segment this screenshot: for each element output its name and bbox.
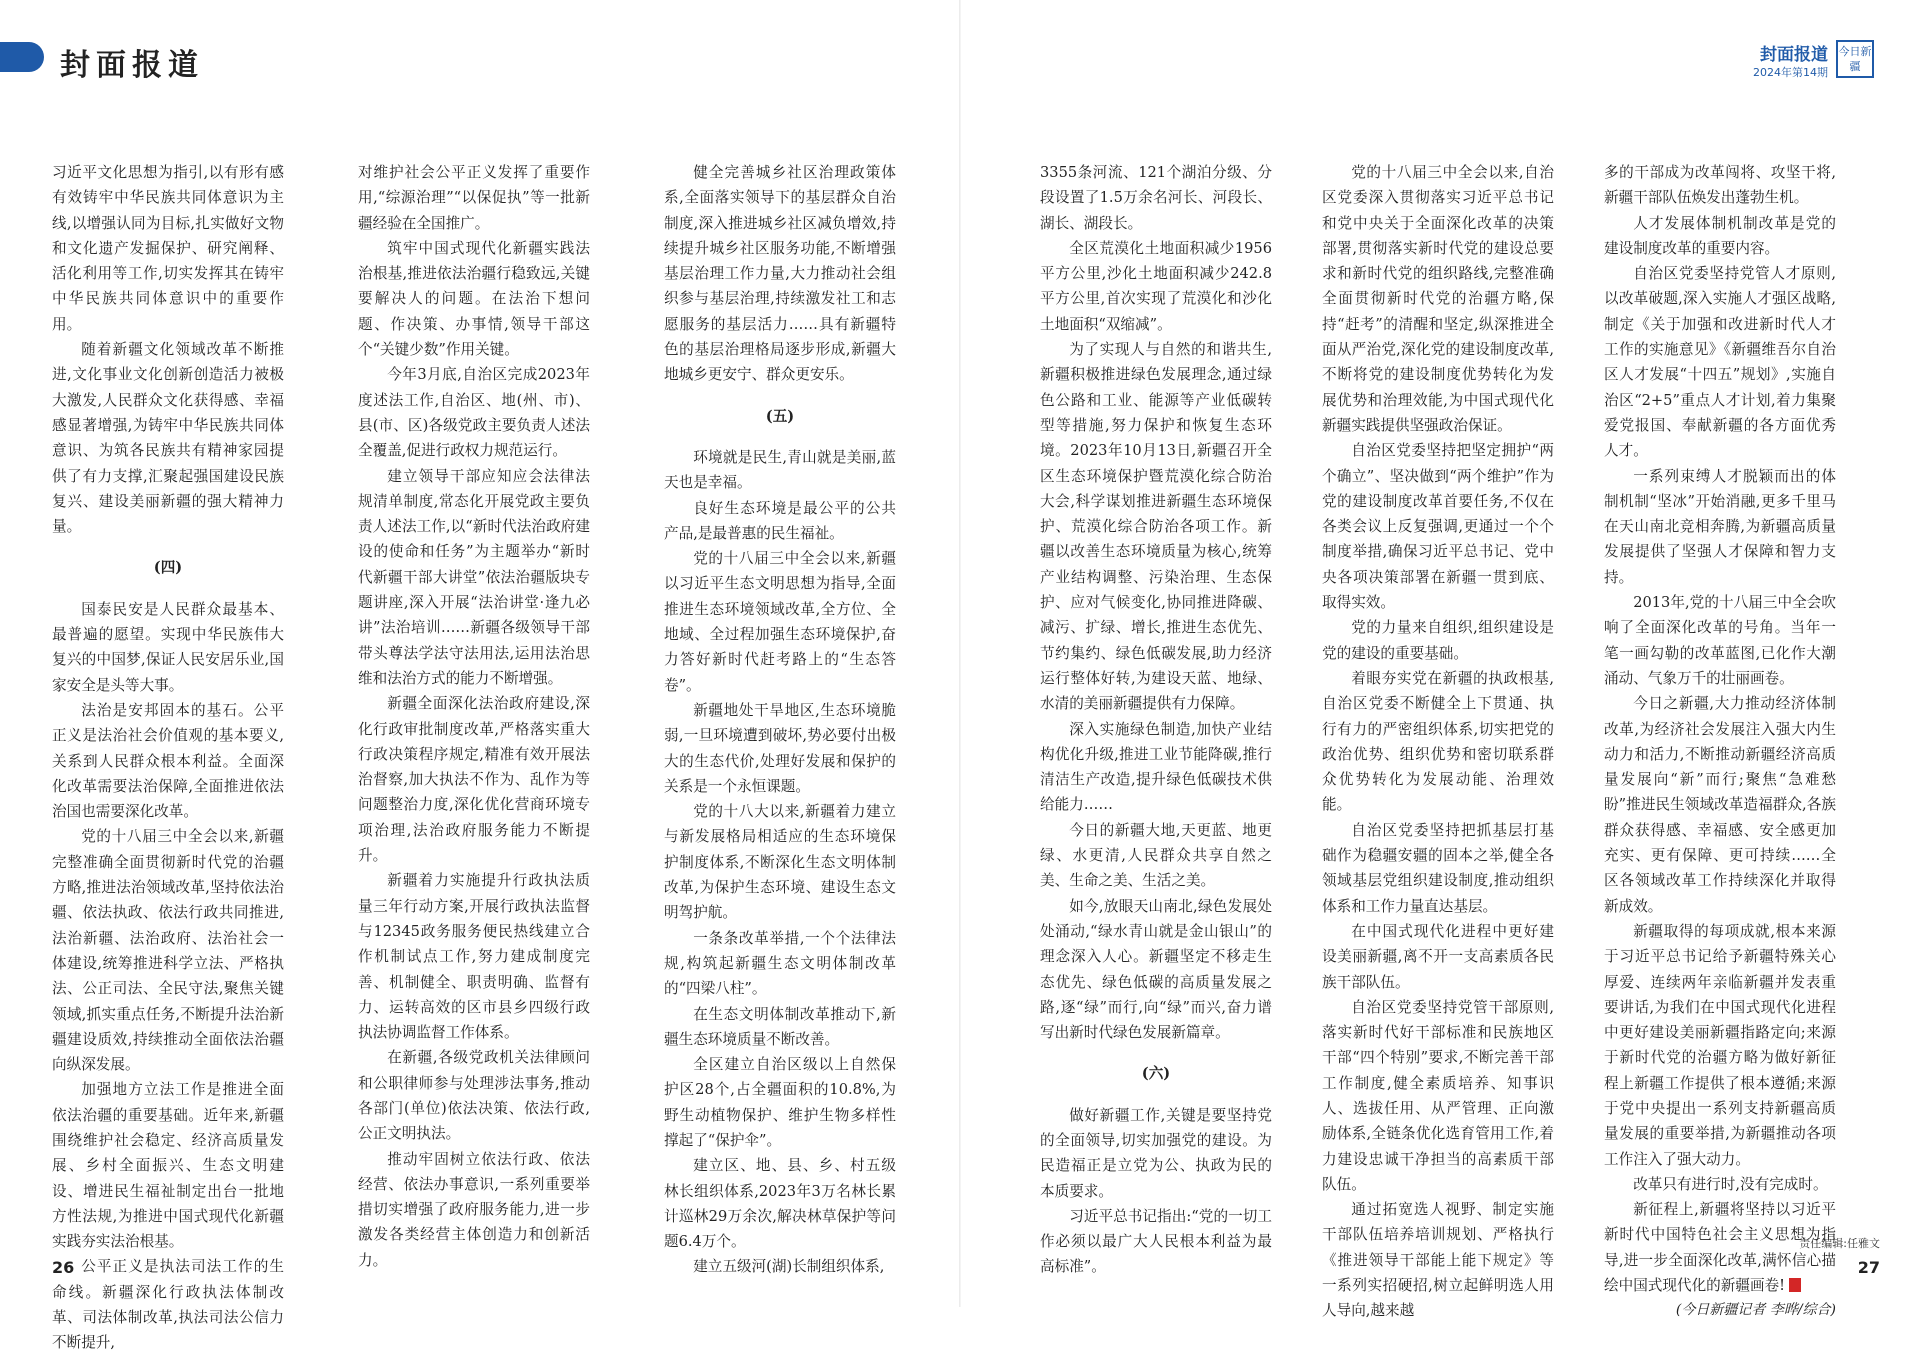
- issue-number: 2024年第14期: [1753, 66, 1828, 79]
- header-right: [1720, 38, 1880, 82]
- paragraph: 建立领导干部应知应会法律法规清单制度,常态化开展党政主要负责人述法工作,以“新时代法治政府建设的使命和任务”为主题举办“新时代新疆干部大讲堂”依法治疆版块专题讲座,深入开展“法治讲堂·逢九必讲”法治培训……新疆各级领导干部带头尊法学法守法用法,运用法治思维和法治方式的能力不断增强。: [358, 467, 590, 687]
- paragraph: 人才发展体制机制改革是党的建设制度改革的重要内容。: [1604, 214, 1836, 257]
- paragraph: 改革只有进行时,没有完成时。: [1633, 1175, 1828, 1193]
- paragraph: 新疆取得的每项成就,根本来源于习近平总书记给予新疆特殊关心厚爱、连续两年亲临新疆并发表重要讲话,为我们在中国式现代化进程中更好建设美丽新疆指路定向;来源于新时代党的治疆方略为做好新征程上新疆工作提供了根本遵循;来源于党中央提出一系列支持新疆高质量发展的重要举措,为新疆推动各项工作注入了强大动力。: [1604, 922, 1836, 1168]
- paragraph: 全区建立自治区级以上自然保护区28个,占全疆面积的10.8%,为野生动植物保护、维护生物多样性撑起了“保护伞”。: [664, 1056, 896, 1149]
- paragraph: 在生态文明体制改革推动下,新疆生态环境质量不断改善。: [664, 1005, 896, 1048]
- paragraph: 党的十八大以来,新疆着力建立与新发展格局相适应的生态环境保护制度体系,不断深化生态文明体制改革,为保护生态环境、建设生态文明驾护航。: [664, 803, 896, 922]
- article-column-6: [1604, 160, 1836, 1324]
- paragraph: 健全完善城乡社区治理政策体系,全面落实领导下的基层群众自治制度,深入推进城乡社区减负增效,持续提升城乡社区服务功能,不断增强基层治理工作力量,大力推动社会组织参与基层治理,持续激发社工和志愿服务的基层活力……具有新疆特色的基层治理格局逐步形成,新疆大地城乡更安宁、群众更安乐。: [664, 164, 896, 384]
- article-column-1: [52, 160, 284, 1356]
- section-heading: (六): [1141, 1065, 1171, 1083]
- paragraph: 为了实现人与自然的和谐共生,新疆积极推进绿色发展理念,通过绿色公路和工业、能源等产业低碳转型等措施,努力保护和恢复生态环境。2023年10月13日,新疆召开全区生态环境保护暨荒漠化综合防治大会,科学谋划推进新疆生态环境保护、荒漠化综合防治各项工作。新疆以改善生态环境质量为核心,统筹产业结构调整、污染治理、生态保护、应对气候变化,协同推进降碳、减污、扩绿、增长,推进生态优先、节约集约、绿色低碳发展,助力经济运行整体好转,为建设天蓝、地绿、水清的美丽新疆提供有力保障。: [1040, 341, 1272, 713]
- paragraph: 自治区党委坚持党管人才原则,以改革破题,深入实施人才强区战略,制定《关于加强和改进新时代人才工作的实施意见》《新疆维吾尔自治区人才发展“十四五”规划》,实施自治区“2+5”重点人才计划,着力集聚爱党报国、奉献新疆的各方面优秀人才。: [1604, 265, 1836, 460]
- page-left: [0, 0, 960, 1352]
- article-column-4: [1040, 160, 1272, 1280]
- paragraph: 自治区党委坚持党管干部原则,落实新时代好干部标准和民族地区干部“四个特别”要求,不断完善干部工作制度,健全素质培养、知事识人、选拔任用、从严管理、正向激励体系,全链条优化选育管用工作,着力建设忠诚干净担当的高素质干部队伍。: [1322, 998, 1554, 1193]
- article-column-2: [358, 160, 590, 1273]
- paragraph: 新疆全面深化法治政府建设,深化行政审批制度改革,严格落实重大行政决策程序规定,精准有效开展法治督察,加大执法不作为、乱作为等问题整治力度,深化优化营商环境专项治理,法治政府服务能力不断提升。: [358, 695, 590, 865]
- paragraph: 自治区党委坚持把坚定拥护“两个确立”、坚决做到“两个维护”作为党的建设制度改革首要任务,不仅在各类会议上反复强调,更通过一个个制度举措,确保习近平总书记、党中央各项决策部署在新疆一贯到底、取得实效。: [1322, 442, 1554, 612]
- paragraph: 推动牢固树立依法行政、依法经营、依法办事意识,一系列重要举措切实增强了政府服务能力,进一步激发各类经营主体创造力和创新活力。: [358, 1150, 590, 1269]
- paragraph: 法治是安邦固本的基石。公平正义是法治社会价值观的基本要义,关系到人民群众根本利益。全面深化改革需要法治保障,全面推进依法治国也需要深化改革。: [52, 701, 284, 821]
- paragraph: 习近平总书记指出:“党的一切工作必须以最广大人民根本利益为最高标准”。: [1040, 1207, 1272, 1276]
- magazine-logo: 今日新疆: [1836, 40, 1874, 78]
- paragraph: 筑牢中国式现代化新疆实践法治根基,推进依法治疆行稳致远,关键要解决人的问题。在法治下想问题、作决策、办事情,领导干部这个“关键少数”作用关键。: [358, 239, 590, 359]
- paragraph: 在新疆,各级党政机关法律顾问和公职律师参与处理涉法事务,推动各部门(单位)依法决策、依法行政,公正文明执法。: [358, 1049, 590, 1143]
- paragraph: 自治区党委坚持把抓基层打基础作为稳疆安疆的固本之举,健全各领域基层党组织建设制度,推动组织体系和工作力量直达基层。: [1322, 821, 1554, 915]
- page-number: 27: [1857, 1258, 1880, 1277]
- section-tab-marker: [0, 42, 44, 72]
- paragraph: 加强地方立法工作是推进全面依法治疆的重要基础。近年来,新疆围绕维护社会稳定、经济高质量发展、乡村全面振兴、生态文明建设、增进民生福祉制定出台一批地方性法规,为推进中国式现代化新疆实践夯实法治根基。: [52, 1081, 284, 1251]
- paragraph: 良好生态环境是最公平的公共产品,是最普惠的民生福祉。: [664, 499, 896, 542]
- paragraph: 党的十八届三中全会以来,自治区党委深入贯彻落实习近平总书记和党中央关于全面深化改革的决策部署,贯彻落实新时代党的建设总要求和新时代党的组织路线,完整准确全面贯彻新时代党的治疆方略,保持“赶考”的清醒和坚定,纵深推进全面从严治党,深化党的建设制度改革,不断将党的建设制度优势转化为发展优势和治理效能,为中国式现代化新疆实践提供坚强政治保证。: [1322, 164, 1554, 434]
- paragraph: 如今,放眼天山南北,绿色发展处处涌动,“绿水青山就是金山银山”的理念深入人心。新疆坚定不移走生态优先、绿色低碳的高质量发展之路,逐“绿”而行,向“绿”而兴,奋力谱写出新时代绿色发展新篇章。: [1040, 897, 1272, 1042]
- article-column-3: [664, 160, 896, 1280]
- paragraph: 一条条改革举措,一个个法律法规,构筑起新疆生态文明体制改革的“四梁八柱”。: [664, 929, 896, 998]
- paragraph: 对维护社会公平正义发挥了重要作用,“综源治理”“以保促执”等一批新疆经验在全国推广。: [358, 164, 590, 232]
- paragraph: 环境就是民生,青山就是美丽,蓝天也是幸福。: [664, 448, 896, 492]
- paragraph: 国泰民安是人民群众最基本、最普遍的愿望。实现中华民族伟大复兴的中国梦,保证人民安居乐业,国家安全是头等大事。: [52, 600, 284, 694]
- paragraph: 通过拓宽选人视野、制定实施干部队伍培养培训规划、严格执行《推进领导干部能上能下规定》等一系列实招硬招,树立起鲜明选人用人导向,越来越: [1322, 1201, 1554, 1320]
- paragraph: 党的十八届三中全会以来,新疆以习近平生态文明思想为指导,全面推进生态环境领域改革,全方位、全地域、全过程加强生态环境保护,奋力答好新时代赶考路上的“生态答卷”。: [664, 550, 896, 694]
- paragraph: 公平正义是执法司法工作的生命线。新疆深化行政执法体制改革、司法体制改革,执法司法公信力不断提升,: [52, 1258, 284, 1352]
- paragraph: 做好新疆工作,关键是要坚持党的全面领导,切实加强党的建设。为民造福正是立党为公、执政为民的本质要求。: [1040, 1106, 1272, 1200]
- byline: (今日新疆记者 李晔/综合): [1675, 1302, 1836, 1319]
- paragraph: 党的力量来自组织,组织建设是党的建设的重要基础。: [1322, 619, 1554, 662]
- paragraph: 全区荒漠化土地面积减少1956平方公里,沙化土地面积减少242.8平方公里,首次实现了荒漠化和沙化土地面积“双缩减”。: [1040, 239, 1272, 333]
- paragraph: 深入实施绿色制造,加快产业结构优化升级,推进工业节能降碳,推行清洁生产改造,提升绿色低碳技术供给能力……: [1040, 720, 1272, 814]
- article-column-5: [1322, 160, 1554, 1324]
- paragraph: 多的干部成为改革闯将、攻坚干将,新疆干部队伍焕发出蓬勃生机。: [1604, 164, 1836, 207]
- paragraph: 党的十八届三中全会以来,新疆完整准确全面贯彻新时代党的治疆方略,推进法治领域改革,坚持依法治疆、依法执政、依法行政共同推进,法治新疆、法治政府、法治社会一体建设,统筹推进科学立法、严格执法、公正司法、全民守法,聚焦关键领域,抓实重点任务,不断提升法治新疆建设质效,持续推动全面依法治疆向纵深发展。: [52, 828, 284, 1074]
- paragraph: 新疆地处干旱地区,生态环境脆弱,一旦环境遭到破坏,势必要付出极大的生态代价,处理好发展和保护的关系是一个永恒课题。: [664, 701, 896, 795]
- paragraph: 随着新疆文化领域改革不断推进,文化事业文化创新创造活力被极大激发,人民群众文化获得感、幸福感显著增强,为铸牢中华民族共同体意识、为筑各民族共有精神家园提供了有力支撑,汇聚起强国建设民族复兴、建设美丽新疆的强大精神力量。: [52, 341, 284, 536]
- paragraph: 着眼夯实党在新疆的执政根基,自治区党委不断健全上下贯通、执行有力的严密组织体系,切实把党的政治优势、组织优势和密切联系群众优势转化为发展动能、治理效能。: [1322, 669, 1554, 814]
- paragraph: 今日的新疆大地,天更蓝、地更绿、水更清,人民群众共享自然之美、生命之美、生活之美。: [1040, 821, 1272, 890]
- paragraph: 新疆着力实施提升行政执法质量三年行动方案,开展行政执法监督与12345政务服务便民热线建立合作机制试点工作,努力建成制度完善、机制健全、职责明确、监督有力、运转高效的区市县乡四级行政执法协调监督工作体系。: [358, 872, 590, 1042]
- end-mark-icon: [1789, 1278, 1801, 1292]
- paragraph-final-text: 新征程上,新疆将坚持以习近平新时代中国特色社会主义思想为指导,进一步全面深化改革,满怀信心描绘中国式现代化的新疆画卷!: [1604, 1201, 1836, 1295]
- section-heading: (五): [765, 407, 795, 425]
- section-heading: (四): [153, 559, 183, 577]
- paragraph: 3355条河流、121个湖泊分级、分段设置了1.5万余名河长、河段长、湖长、湖段长。: [1040, 164, 1272, 232]
- paragraph: 在中国式现代化进程中更好建设美丽新疆,离不开一支高素质各民族干部队伍。: [1322, 922, 1554, 991]
- paragraph: 2013年,党的十八届三中全会吹响了全面深化改革的号角。当年一笔一画勾勒的改革蓝图,已化作大潮涌动、气象万千的壮丽画卷。: [1604, 594, 1836, 687]
- section-title-right: 封面报道: [1760, 45, 1828, 65]
- paragraph: 建立五级河(湖)长制组织体系,: [693, 1258, 885, 1276]
- page-number: 26: [52, 1258, 75, 1277]
- responsible-editor: 责任编辑:任雅文: [1799, 1237, 1880, 1250]
- paragraph: 习近平文化思想为指引,以有形有感有效铸牢中华民族共同体意识为主线,以增强认同为目标,扎实做好文物和文化遗产发掘保护、研究阐释、活化利用等工作,切实发挥其在铸牢中华民族共同体意识中的重要作用。: [52, 164, 284, 333]
- section-title: 封面报道: [60, 48, 204, 83]
- paragraph: 今年3月底,自治区完成2023年度述法工作,自治区、地(州、市)、县(市、区)各级党政主要负责人述法全覆盖,促进行政权力规范运行。: [358, 366, 590, 460]
- page-right: [960, 0, 1920, 1320]
- paragraph: 今日之新疆,大力推动经济体制改革,为经济社会发展注入强大内生动力和活力,不断推动新疆经济高质量发展向“新”而行;聚焦“急难愁盼”推进民生领域改革造福群众,各族群众获得感、幸福感、安全感更加充实、更有保障、更可持续……全区各领域改革工作持续深化并取得新成效。: [1604, 695, 1836, 915]
- paragraph: 建立区、地、县、乡、村五级林长组织体系,2023年3万名林长累计巡林29万余次,解决林草保护等问题6.4万个。: [664, 1157, 896, 1251]
- paragraph: 一系列束缚人才脱颖而出的体制机制“坚冰”开始消融,更多千里马在天山南北竞相奔腾,为新疆高质量发展提供了坚强人才保障和智力支持。: [1604, 467, 1836, 586]
